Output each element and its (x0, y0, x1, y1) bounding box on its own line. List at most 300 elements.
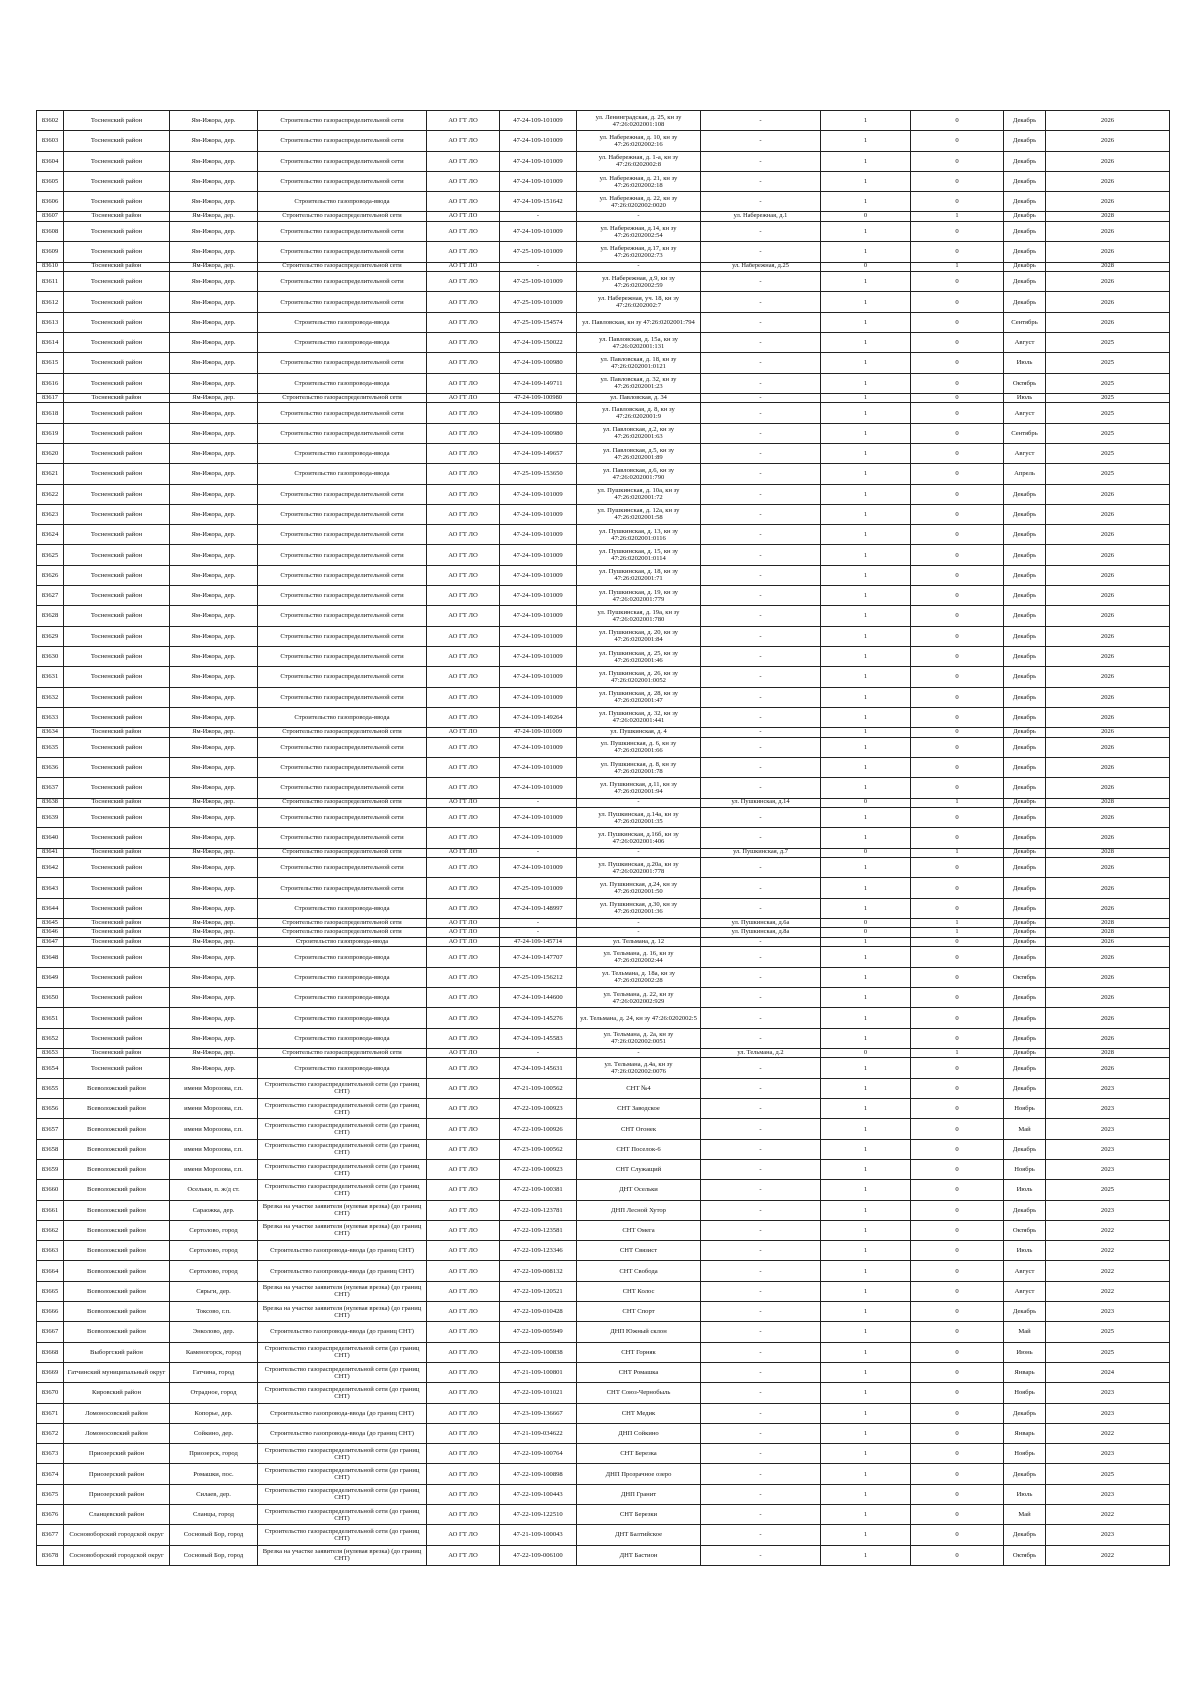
row-number-cell: 83677 (37, 1525, 64, 1545)
work-type-cell: Строительство газораспределительной сети (до границ СНТ) (258, 1505, 427, 1525)
row-number-cell: 83637 (37, 778, 64, 798)
count-b-cell: 0 (911, 353, 1004, 373)
work-type-cell: Строительство газопровода-ввода (258, 192, 427, 212)
settlement-cell: Ям-Ижора, дер. (170, 778, 258, 798)
work-type-cell: Врезка на участке заявителя (нулевая врезка) (до границ СНТ) (258, 1220, 427, 1240)
district-cell: Тосненский район (64, 393, 170, 403)
object-code-cell: 47-24-109-101009 (500, 667, 577, 687)
row-number-cell: 83618 (37, 403, 64, 423)
year-cell: 2026 (1046, 525, 1170, 545)
settlement-cell: Ям-Ижора, дер. (170, 1048, 258, 1058)
count-b-cell: 0 (911, 1525, 1004, 1545)
address-cell: ул. Ленинградская, д. 25, кн зу 47:26:0202001:108 (577, 111, 701, 131)
organization-cell: АО ГТ ЛО (427, 1261, 500, 1281)
address-cell: ул. Набережная, д.14, кн зу 47:26:0202002:54 (577, 221, 701, 241)
settlement-cell: Ям-Ижора, дер. (170, 757, 258, 777)
count-a-cell: 1 (821, 878, 911, 898)
settlement-cell: Ям-Ижора, дер. (170, 565, 258, 585)
count-a-cell: 1 (821, 778, 911, 798)
count-a-cell: 1 (821, 373, 911, 393)
district-cell: Тосненский район (64, 586, 170, 606)
table-row (37, 212, 1170, 222)
table-row (37, 545, 1170, 565)
work-type-cell: Строительство газораспределительной сети (258, 798, 427, 808)
district-cell: Всеволожский район (64, 1302, 170, 1322)
object-code-cell: 47-24-109-101009 (500, 858, 577, 878)
object-code-cell: 47-24-109-101009 (500, 606, 577, 626)
address-cell: ул. Пушкинская, д. 26, кн зу 47:26:0202001:0052 (577, 667, 701, 687)
row-number-cell: 83672 (37, 1423, 64, 1443)
row-number-cell: 83646 (37, 928, 64, 938)
year-cell: 2026 (1046, 667, 1170, 687)
count-b-cell: 0 (911, 242, 1004, 262)
row-number-cell: 83613 (37, 312, 64, 332)
organization-cell: АО ГТ ЛО (427, 464, 500, 484)
settlement-cell: Сосновый Бор, город (170, 1545, 258, 1565)
settlement-cell: Ям-Ижора, дер. (170, 423, 258, 443)
year-cell: 2023 (1046, 1159, 1170, 1179)
address-cell: ул. Пушкинская, д.20а, кн зу 47:26:0202001:778 (577, 858, 701, 878)
work-type-cell: Строительство газораспределительной сети (258, 242, 427, 262)
organization-cell: АО ГТ ЛО (427, 171, 500, 191)
year-cell: 2023 (1046, 1078, 1170, 1098)
work-type-cell: Строительство газораспределительной сети (258, 353, 427, 373)
row-number-cell: 83620 (37, 443, 64, 463)
month-cell: Декабрь (1004, 1464, 1046, 1484)
month-cell: Август (1004, 403, 1046, 423)
address-cell: - (577, 928, 701, 938)
month-cell: Декабрь (1004, 737, 1046, 757)
month-cell: Декабрь (1004, 1302, 1046, 1322)
district-cell: Всеволожский район (64, 1180, 170, 1200)
work-type-cell: Строительство газораспределительной сети (до границ СНТ) (258, 1484, 427, 1504)
table-row (37, 484, 1170, 504)
table-row (37, 373, 1170, 393)
object-code-cell: 47-24-109-144600 (500, 988, 577, 1008)
year-cell: 2022 (1046, 1505, 1170, 1525)
count-b-cell: 0 (911, 828, 1004, 848)
count-a-cell: 1 (821, 393, 911, 403)
address-cell: ул. Пушкинская, д. 8, кн зу 47:26:0202001:78 (577, 757, 701, 777)
organization-cell: АО ГТ ЛО (427, 1423, 500, 1443)
district-cell: Приозерский район (64, 1484, 170, 1504)
table-row (37, 525, 1170, 545)
count-a-cell: 1 (821, 1505, 911, 1525)
organization-cell: АО ГТ ЛО (427, 606, 500, 626)
work-type-cell: Строительство газопровода-ввода (258, 1058, 427, 1078)
work-type-cell: Строительство газопровода-ввода (258, 988, 427, 1008)
address-cell: ул. Пушкинская, д. 4 (577, 728, 701, 738)
object-code-cell: 47-24-109-101009 (500, 828, 577, 848)
address-cell: - (577, 848, 701, 858)
year-cell: 2025 (1046, 423, 1170, 443)
count-b-cell: 1 (911, 262, 1004, 272)
row-number-cell: 83658 (37, 1139, 64, 1159)
count-b-cell: 0 (911, 1008, 1004, 1028)
alt-address-cell: - (701, 1322, 821, 1342)
row-number-cell: 83611 (37, 272, 64, 292)
count-a-cell: 1 (821, 464, 911, 484)
row-number-cell: 83629 (37, 626, 64, 646)
month-cell: Май (1004, 1505, 1046, 1525)
count-a-cell: 1 (821, 151, 911, 171)
organization-cell: АО ГТ ЛО (427, 131, 500, 151)
settlement-cell: Ям-Ижора, дер. (170, 262, 258, 272)
count-a-cell: 1 (821, 586, 911, 606)
table-row (37, 737, 1170, 757)
work-type-cell: Строительство газораспределительной сети (до границ СНТ) (258, 1525, 427, 1545)
alt-address-cell: - (701, 373, 821, 393)
table-row (37, 1545, 1170, 1565)
count-b-cell: 0 (911, 192, 1004, 212)
address-cell: ДНП Прозрачное озеро (577, 1464, 701, 1484)
count-b-cell: 0 (911, 292, 1004, 312)
alt-address-cell: - (701, 151, 821, 171)
year-cell: 2026 (1046, 858, 1170, 878)
address-cell: ул. Павловская, д.5, кн зу 47:26:0202001:89 (577, 443, 701, 463)
count-b-cell: 0 (911, 131, 1004, 151)
settlement-cell: Отрадное, город (170, 1383, 258, 1403)
object-code-cell: 47-24-109-101009 (500, 737, 577, 757)
table-row (37, 423, 1170, 443)
count-b-cell: 0 (911, 1200, 1004, 1220)
year-cell: 2026 (1046, 778, 1170, 798)
month-cell: Сентябрь (1004, 423, 1046, 443)
count-a-cell: 1 (821, 757, 911, 777)
object-code-cell: - (500, 928, 577, 938)
table-row (37, 1139, 1170, 1159)
table-row (37, 757, 1170, 777)
district-cell: Тосненский район (64, 545, 170, 565)
year-cell: 2028 (1046, 928, 1170, 938)
settlement-cell: Сойкино, дер. (170, 1423, 258, 1443)
organization-cell: АО ГТ ЛО (427, 1048, 500, 1058)
count-b-cell: 0 (911, 737, 1004, 757)
alt-address-cell: - (701, 242, 821, 262)
district-cell: Всеволожский район (64, 1119, 170, 1139)
month-cell: Декабрь (1004, 171, 1046, 191)
table-row (37, 1180, 1170, 1200)
row-number-cell: 83614 (37, 332, 64, 352)
settlement-cell: имени Морозова, г.п. (170, 1099, 258, 1119)
work-type-cell: Строительство газораспределительной сети (до границ СНТ) (258, 1444, 427, 1464)
year-cell: 2025 (1046, 1322, 1170, 1342)
count-b-cell: 0 (911, 1078, 1004, 1098)
address-cell: - (577, 918, 701, 928)
count-a-cell: 1 (821, 1241, 911, 1261)
address-cell: СНТ Омега (577, 1220, 701, 1240)
count-a-cell: 1 (821, 988, 911, 1008)
table-row (37, 1078, 1170, 1098)
organization-cell: АО ГТ ЛО (427, 1220, 500, 1240)
object-code-cell: 47-24-109-101009 (500, 808, 577, 828)
object-code-cell: 47-24-109-100980 (500, 403, 577, 423)
table-row (37, 1484, 1170, 1504)
row-number-cell: 83622 (37, 484, 64, 504)
table-row (37, 707, 1170, 727)
month-cell: Декабрь (1004, 988, 1046, 1008)
address-cell: ул. Тельмана, д. 24, кн зу 47:26:0202002:5 (577, 1008, 701, 1028)
district-cell: Тосненский район (64, 212, 170, 222)
row-number-cell: 83670 (37, 1383, 64, 1403)
object-code-cell: 47-24-109-148997 (500, 898, 577, 918)
month-cell: Декабрь (1004, 918, 1046, 928)
count-a-cell: 1 (821, 1322, 911, 1342)
month-cell: Декабрь (1004, 242, 1046, 262)
object-code-cell: 47-21-109-100043 (500, 1525, 577, 1545)
alt-address-cell: - (701, 272, 821, 292)
address-cell: - (577, 1048, 701, 1058)
object-code-cell: - (500, 262, 577, 272)
object-code-cell: 47-24-109-101009 (500, 151, 577, 171)
count-b-cell: 0 (911, 947, 1004, 967)
year-cell: 2026 (1046, 606, 1170, 626)
object-code-cell: - (500, 798, 577, 808)
year-cell: 2025 (1046, 393, 1170, 403)
year-cell: 2025 (1046, 1342, 1170, 1362)
object-code-cell: 47-24-109-101009 (500, 646, 577, 666)
year-cell: 2026 (1046, 292, 1170, 312)
alt-address-cell: - (701, 988, 821, 1008)
alt-address-cell: - (701, 565, 821, 585)
year-cell: 2026 (1046, 131, 1170, 151)
month-cell: Август (1004, 1281, 1046, 1301)
row-number-cell: 83653 (37, 1048, 64, 1058)
count-b-cell: 0 (911, 1505, 1004, 1525)
count-b-cell: 0 (911, 1058, 1004, 1078)
count-a-cell: 1 (821, 565, 911, 585)
month-cell: Декабрь (1004, 667, 1046, 687)
count-b-cell: 0 (911, 967, 1004, 987)
table-row (37, 1464, 1170, 1484)
organization-cell: АО ГТ ЛО (427, 443, 500, 463)
row-number-cell: 83634 (37, 728, 64, 738)
row-number-cell: 83663 (37, 1241, 64, 1261)
work-type-cell: Строительство газопровода-ввода (до границ СНТ) (258, 1241, 427, 1261)
organization-cell: АО ГТ ЛО (427, 1099, 500, 1119)
table-row (37, 778, 1170, 798)
alt-address-cell: - (701, 757, 821, 777)
count-b-cell: 0 (911, 1099, 1004, 1119)
table-row (37, 403, 1170, 423)
row-number-cell: 83606 (37, 192, 64, 212)
object-code-cell: 47-24-109-101009 (500, 565, 577, 585)
address-cell: ул. Пушкинская, д. 19, кн зу 47:26:0202001:779 (577, 586, 701, 606)
count-b-cell: 0 (911, 878, 1004, 898)
work-type-cell: Строительство газораспределительной сети (258, 646, 427, 666)
table-row (37, 192, 1170, 212)
district-cell: Ломоносовский район (64, 1403, 170, 1423)
object-code-cell: - (500, 918, 577, 928)
alt-address-cell: - (701, 667, 821, 687)
alt-address-cell: - (701, 403, 821, 423)
work-type-cell: Строительство газораспределительной сети (258, 586, 427, 606)
settlement-cell: Ям-Ижора, дер. (170, 626, 258, 646)
table-row (37, 292, 1170, 312)
year-cell: 2026 (1046, 151, 1170, 171)
work-type-cell: Строительство газопровода-ввода (258, 898, 427, 918)
row-number-cell: 83665 (37, 1281, 64, 1301)
alt-address-cell: - (701, 1545, 821, 1565)
month-cell: Июль (1004, 353, 1046, 373)
address-cell: ул. Павловская, д. 32, кн зу 47:26:0202001:23 (577, 373, 701, 393)
row-number-cell: 83610 (37, 262, 64, 272)
month-cell: Январь (1004, 1362, 1046, 1382)
count-a-cell: 1 (821, 1058, 911, 1078)
settlement-cell: Ям-Ижора, дер. (170, 988, 258, 1008)
table-row (37, 667, 1170, 687)
object-code-cell: - (500, 848, 577, 858)
address-cell: ул. Набережная, д.9, кн зу 47:26:0202002:59 (577, 272, 701, 292)
row-number-cell: 83661 (37, 1200, 64, 1220)
work-type-cell: Строительство газораспределительной сети (258, 918, 427, 928)
month-cell: Декабрь (1004, 728, 1046, 738)
object-code-cell: - (500, 212, 577, 222)
count-b-cell: 0 (911, 111, 1004, 131)
alt-address-cell: - (701, 687, 821, 707)
work-type-cell: Строительство газораспределительной сети (258, 393, 427, 403)
work-type-cell: Строительство газораспределительной сети (258, 151, 427, 171)
district-cell: Тосненский район (64, 1048, 170, 1058)
count-a-cell: 1 (821, 1545, 911, 1565)
row-number-cell: 83607 (37, 212, 64, 222)
organization-cell: АО ГТ ЛО (427, 272, 500, 292)
settlement-cell: Ям-Ижора, дер. (170, 947, 258, 967)
work-type-cell: Строительство газопровода-ввода (258, 464, 427, 484)
organization-cell: АО ГТ ЛО (427, 1444, 500, 1464)
object-code-cell: 47-21-109-100801 (500, 1362, 577, 1382)
organization-cell: АО ГТ ЛО (427, 1058, 500, 1078)
settlement-cell: Ям-Ижора, дер. (170, 272, 258, 292)
count-a-cell: 1 (821, 667, 911, 687)
count-a-cell: 1 (821, 646, 911, 666)
organization-cell: АО ГТ ЛО (427, 1403, 500, 1423)
month-cell: Сентябрь (1004, 312, 1046, 332)
count-a-cell: 1 (821, 1159, 911, 1179)
count-a-cell: 1 (821, 687, 911, 707)
year-cell: 2025 (1046, 332, 1170, 352)
count-b-cell: 0 (911, 1119, 1004, 1139)
organization-cell: АО ГТ ЛО (427, 292, 500, 312)
year-cell: 2026 (1046, 1058, 1170, 1078)
month-cell: Ноябрь (1004, 1159, 1046, 1179)
month-cell: Декабрь (1004, 1525, 1046, 1545)
year-cell: 2026 (1046, 687, 1170, 707)
organization-cell: АО ГТ ЛО (427, 1008, 500, 1028)
organization-cell: АО ГТ ЛО (427, 1241, 500, 1261)
row-number-cell: 83678 (37, 1545, 64, 1565)
count-b-cell: 0 (911, 373, 1004, 393)
work-type-cell: Строительство газопровода-ввода (258, 947, 427, 967)
organization-cell: АО ГТ ЛО (427, 707, 500, 727)
address-cell: СНТ Колос (577, 1281, 701, 1301)
count-a-cell: 1 (821, 967, 911, 987)
alt-address-cell: - (701, 1180, 821, 1200)
address-cell: ул. Пушкинская, д. 10а, кн зу 47:26:0202001:72 (577, 484, 701, 504)
month-cell: Декабрь (1004, 1139, 1046, 1159)
count-a-cell: 1 (821, 171, 911, 191)
alt-address-cell: - (701, 1423, 821, 1443)
alt-address-cell: - (701, 312, 821, 332)
table-row (37, 312, 1170, 332)
alt-address-cell: - (701, 646, 821, 666)
work-type-cell: Строительство газораспределительной сети (258, 111, 427, 131)
year-cell: 2022 (1046, 1241, 1170, 1261)
year-cell: 2023 (1046, 1525, 1170, 1545)
district-cell: Всеволожский район (64, 1159, 170, 1179)
year-cell: 2028 (1046, 1048, 1170, 1058)
count-b-cell: 1 (911, 798, 1004, 808)
count-a-cell: 1 (821, 221, 911, 241)
alt-address-cell: - (701, 393, 821, 403)
year-cell: 2025 (1046, 353, 1170, 373)
work-type-cell: Строительство газораспределительной сети (258, 858, 427, 878)
alt-address-cell: - (701, 484, 821, 504)
month-cell: Декабрь (1004, 272, 1046, 292)
count-a-cell: 1 (821, 1139, 911, 1159)
row-number-cell: 83603 (37, 131, 64, 151)
count-b-cell: 0 (911, 272, 1004, 292)
count-a-cell: 1 (821, 1342, 911, 1362)
count-a-cell: 0 (821, 262, 911, 272)
count-b-cell: 0 (911, 937, 1004, 947)
district-cell: Тосненский район (64, 626, 170, 646)
row-number-cell: 83660 (37, 1180, 64, 1200)
settlement-cell: Ям-Ижора, дер. (170, 192, 258, 212)
count-a-cell: 1 (821, 808, 911, 828)
month-cell: Декабрь (1004, 646, 1046, 666)
district-cell: Тосненский район (64, 757, 170, 777)
organization-cell: АО ГТ ЛО (427, 1281, 500, 1301)
row-number-cell: 83609 (37, 242, 64, 262)
settlement-cell: Ям-Ижора, дер. (170, 1028, 258, 1048)
settlement-cell: Ям-Ижора, дер. (170, 1008, 258, 1028)
address-cell: ДНП Южный склон (577, 1322, 701, 1342)
work-type-cell: Строительство газораспределительной сети (258, 606, 427, 626)
count-a-cell: 1 (821, 1008, 911, 1028)
table-row (37, 1008, 1170, 1028)
count-a-cell: 1 (821, 272, 911, 292)
year-cell: 2026 (1046, 757, 1170, 777)
month-cell: Август (1004, 332, 1046, 352)
count-b-cell: 0 (911, 423, 1004, 443)
table-row (37, 151, 1170, 171)
district-cell: Сосновоборский городской округ (64, 1545, 170, 1565)
count-b-cell: 1 (911, 212, 1004, 222)
address-cell: ул. Набережная, д. 10, кн зу 47:26:0202002:16 (577, 131, 701, 151)
month-cell: Декабрь (1004, 707, 1046, 727)
year-cell: 2023 (1046, 1099, 1170, 1119)
count-a-cell: 0 (821, 928, 911, 938)
work-type-cell: Строительство газопровода-ввода (258, 967, 427, 987)
year-cell: 2026 (1046, 898, 1170, 918)
month-cell: Май (1004, 1322, 1046, 1342)
address-cell: ул. Пушкинская, д. 28, кн зу 47:26:0202001:47 (577, 687, 701, 707)
row-number-cell: 83615 (37, 353, 64, 373)
district-cell: Тосненский район (64, 687, 170, 707)
address-cell: ул. Тельмана, д. 16, кн зу 47:26:0202002:44 (577, 947, 701, 967)
address-cell: СНТ Медик (577, 1403, 701, 1423)
settlement-cell: Каменогорск, город (170, 1342, 258, 1362)
organization-cell: АО ГТ ЛО (427, 778, 500, 798)
settlement-cell: Ям-Ижора, дер. (170, 1058, 258, 1078)
work-type-cell: Строительство газораспределительной сети (до границ СНТ) (258, 1383, 427, 1403)
address-cell: СНТ Союз-Чернобыль (577, 1383, 701, 1403)
work-type-cell: Строительство газораспределительной сети (258, 171, 427, 191)
table-row (37, 353, 1170, 373)
alt-address-cell: ул. Пушкинская, д.14 (701, 798, 821, 808)
organization-cell: АО ГТ ЛО (427, 1464, 500, 1484)
